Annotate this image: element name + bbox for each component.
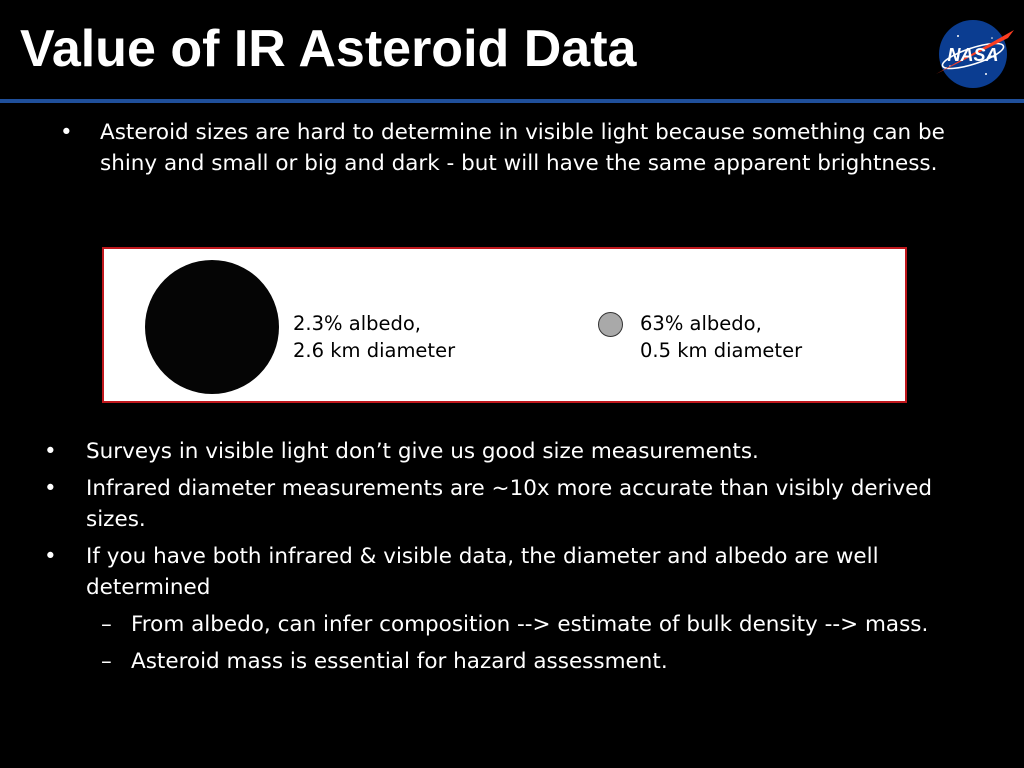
- sub-list-item: [44, 609, 974, 640]
- list-item: [44, 473, 974, 535]
- list-item: [44, 436, 974, 467]
- bullet-marker: •: [44, 476, 57, 501]
- dash-marker: –: [101, 649, 112, 674]
- bright-asteroid-label: [640, 310, 802, 364]
- bullet-marker: •: [44, 439, 57, 464]
- bullet-list: [44, 436, 974, 683]
- dash-marker: –: [101, 612, 112, 637]
- nasa-logo-icon: [928, 16, 1018, 92]
- bright-asteroid-albedo: 63% albedo,: [640, 312, 762, 335]
- list-item-text: Infrared diameter measurements are ~10x more accurate than visibly derived sizes.: [86, 476, 932, 532]
- svg-text:NASA: NASA: [947, 45, 999, 65]
- sub-list-item: [44, 646, 974, 677]
- intro-bullet: [60, 117, 960, 179]
- bright-asteroid-circle: [598, 312, 623, 337]
- albedo-comparison-figure: [102, 247, 907, 403]
- sub-list-item-text: From albedo, can infer composition --> estimate of bulk density --> mass.: [131, 612, 929, 637]
- dark-asteroid-label: [293, 310, 455, 364]
- bullet-marker: •: [60, 120, 73, 145]
- intro-bullet-text: Asteroid sizes are hard to determine in visible light because something can be shiny and small or big and dark - but will have the same apparent brightness.: [100, 120, 945, 176]
- slide-title: Value of IR Asteroid Data: [20, 20, 637, 78]
- sub-list-item-text: Asteroid mass is essential for hazard assessment.: [131, 649, 668, 674]
- bullet-marker: •: [44, 544, 57, 569]
- list-item-text: Surveys in visible light don’t give us good size measurements.: [86, 439, 759, 464]
- dark-asteroid-circle: [145, 260, 279, 394]
- list-item-text: If you have both infrared & visible data, the diameter and albedo are well determined: [86, 544, 879, 600]
- list-item: [44, 541, 974, 603]
- bright-asteroid-diameter: 0.5 km diameter: [640, 339, 803, 362]
- title-divider: [0, 99, 1024, 103]
- dark-asteroid-albedo: 2.3% albedo,: [293, 312, 421, 335]
- dark-asteroid-diameter: 2.6 km diameter: [293, 339, 456, 362]
